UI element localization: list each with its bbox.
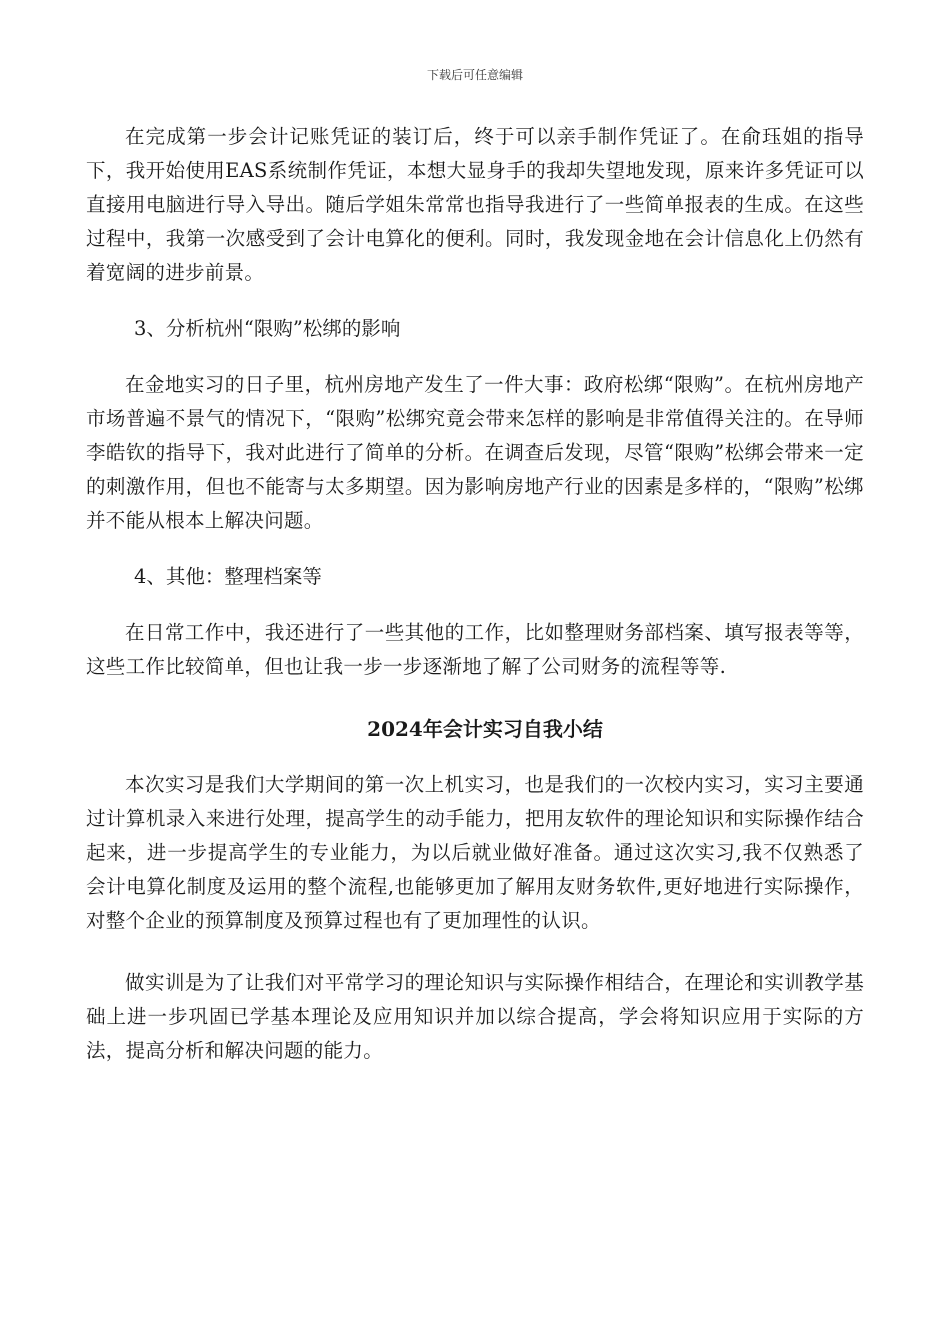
- paragraph-internship-summary: 本次实习是我们大学期间的第一次上机实习，也是我们的一次校内实习，实习主要通过计算机录入来进行处理，提高学生的动手能力，把用友软件的理论知识和实际操作结合起来，进一步提高学生的专业能力，为以后就业做好准备。通过这次实习,我不仅熟悉了会计电算化制度及运用的整个流程,也能够更加了解用友财务软件,更好地进行实际操作，对整个企业的预算制度及预算过程也有了更加理性的认识。: [86, 773, 864, 932]
- section-title: 2024年会计实习自我小结: [367, 717, 603, 741]
- heading-other-work: 4、其他：整理档案等: [134, 565, 322, 588]
- paragraph-training-purpose: 做实训是为了让我们对平常学习的理论知识与实际操作相结合，在理论和实训教学基础上进一步巩固已学基本理论及应用知识并加以综合提高，学会将知识应用于实际的方法，提高分析和解决问题的能力。: [86, 971, 864, 1062]
- paragraph-hangzhou-analysis: 在金地实习的日子里，杭州房地产发生了一件大事：政府松绑“限购”。在杭州房地产市场普遍不景气的情况下，“限购”松绑究竟会带来怎样的影响是非常值得关注的。在导师李皓钦的指导下，我对此进行了简单的分析。在调查后发现，尽管“限购”松绑会带来一定的刺激作用，但也不能寄与太多期望。因为影响房地产行业的因素是多样的，“限购”松绑并不能从根本上解决问题。: [86, 373, 864, 532]
- header-note: 下载后可任意编辑: [426, 68, 523, 82]
- paragraph-voucher-making: 在完成第一步会计记账凭证的装订后，终于可以亲手制作凭证了。在俞珏姐的指导下，我开始使用EAS系统制作凭证，本想大显身手的我却失望地发现，原来许多凭证可以直接用电脑进行导入导出。随后学姐朱常常也指导我进行了一些简单报表的生成。在这些过程中，我第一次感受到了会计电算化的便利。同时，我发现金地在会计信息化上仍然有着宽阔的进步前景。: [86, 125, 864, 284]
- paragraph-daily-work: 在日常工作中，我还进行了一些其他的工作，比如整理财务部档案、填写报表等等，这些工作比较简单，但也让我一步一步逐渐地了解了公司财务的流程等等.: [86, 621, 864, 678]
- document-body: [86, 120, 864, 1068]
- heading-hangzhou-policy: 3、分析杭州“限购”松绑的影响: [134, 317, 401, 340]
